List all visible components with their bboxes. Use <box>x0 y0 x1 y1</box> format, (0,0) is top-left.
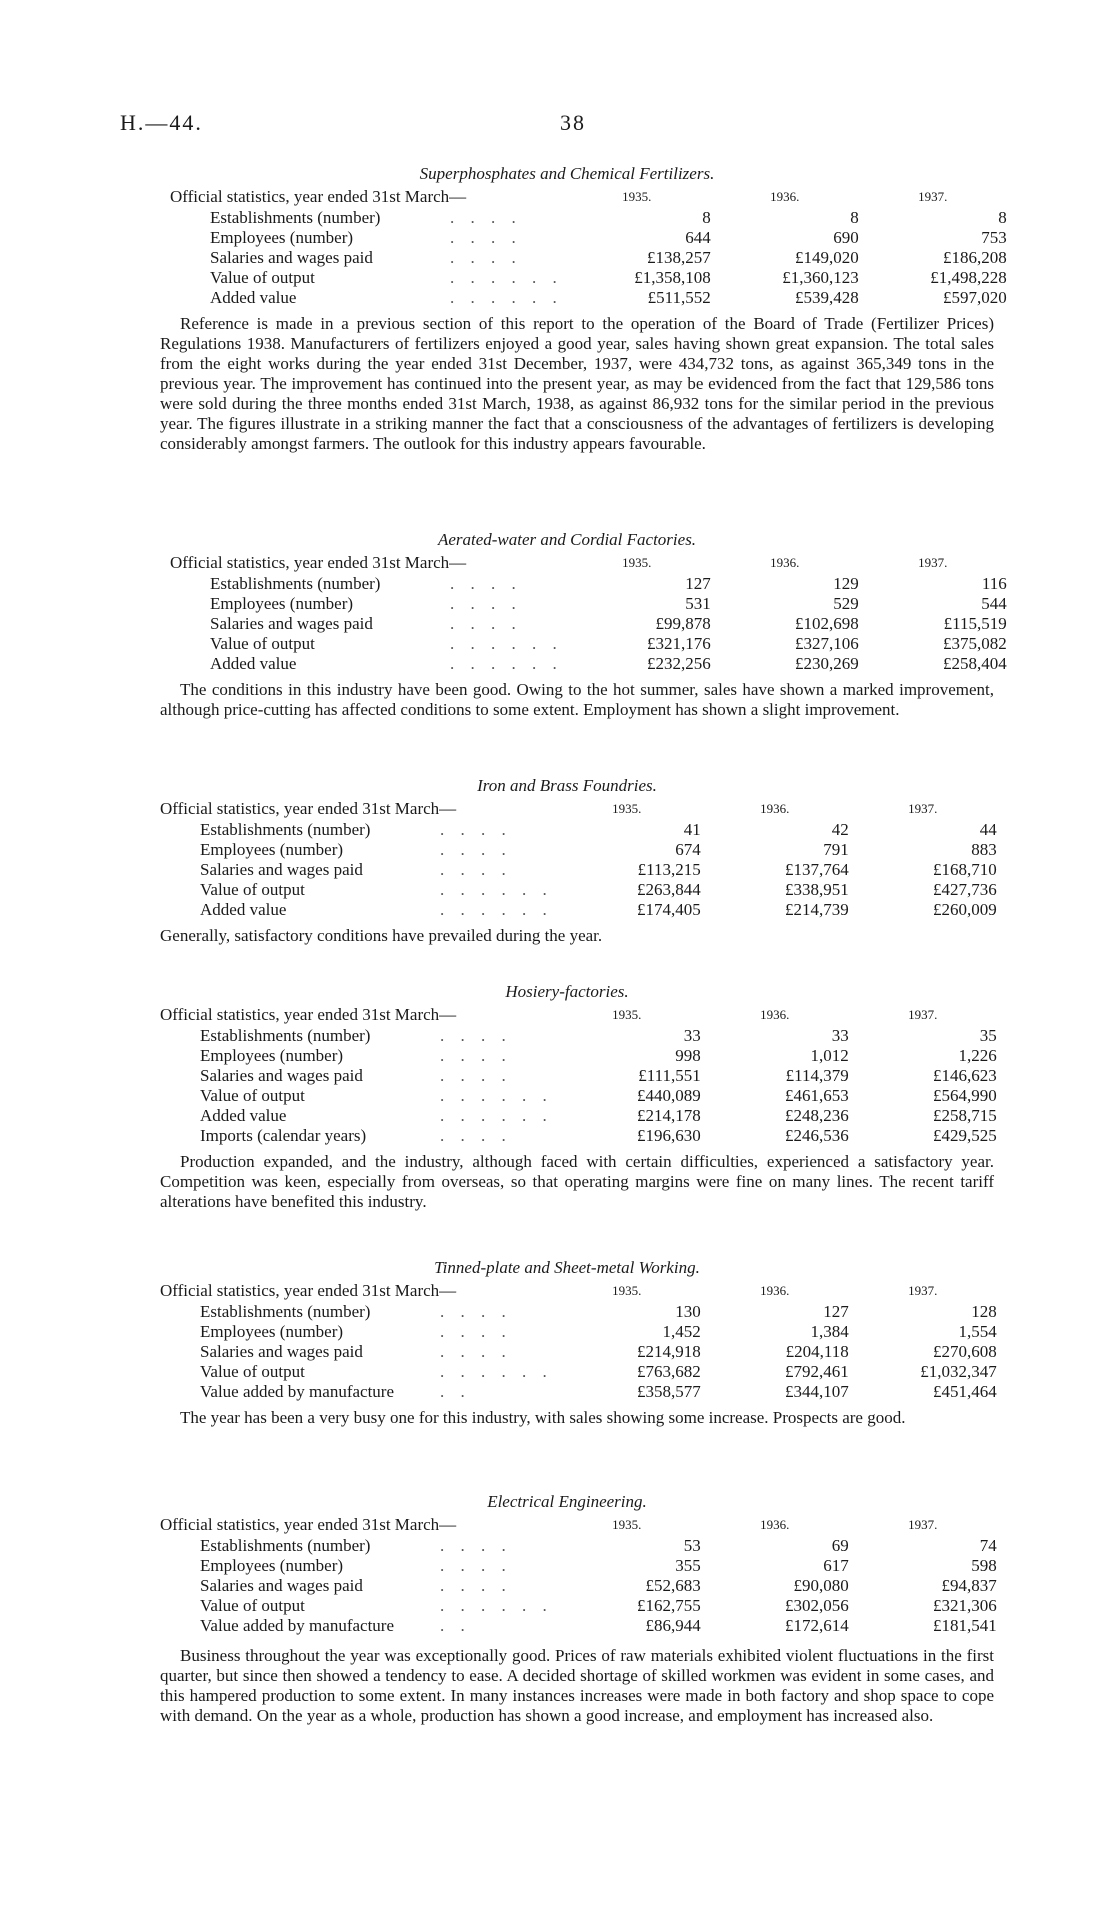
year-header: 1935. <box>612 1283 642 1298</box>
leader-dots: . . . . <box>450 248 522 267</box>
table-cell: £168,710 <box>933 860 997 879</box>
leader-dots: . . . . <box>440 1046 512 1065</box>
row-label: Added value <box>210 654 297 673</box>
table-cell: £327,106 <box>795 634 859 653</box>
table-cell: 127 <box>823 1302 849 1321</box>
table-row <box>170 594 1007 614</box>
table-cell: 674 <box>675 840 701 859</box>
table-cell: 529 <box>833 594 859 613</box>
table-cell: £113,215 <box>637 860 701 879</box>
leader-dots: . . . . <box>450 228 522 247</box>
table-cell: £230,269 <box>795 654 859 673</box>
table-cell: £597,020 <box>943 288 1007 307</box>
table-cell: 598 <box>971 1556 997 1575</box>
table-cell: £321,176 <box>647 634 711 653</box>
year-header: 1936. <box>770 555 800 570</box>
table-cell: 644 <box>685 228 711 247</box>
table-cell: 41 <box>683 820 701 839</box>
table-row <box>170 634 1007 654</box>
table-cell: £146,623 <box>933 1066 997 1085</box>
table-cell: £511,552 <box>647 288 711 307</box>
table-cell: 44 <box>979 820 997 839</box>
year-header: 1937. <box>918 555 948 570</box>
table-row <box>160 1362 997 1382</box>
table-cell: £539,428 <box>795 288 859 307</box>
table-cell: £137,764 <box>785 860 849 879</box>
row-label: Value added by manufacture <box>200 1616 394 1635</box>
table-cell: £338,951 <box>785 880 849 899</box>
table-row <box>160 1086 997 1106</box>
row-label: Establishments (number) <box>200 1026 371 1045</box>
leader-dots: . . . . <box>450 208 522 227</box>
table-cell: 1,554 <box>958 1322 997 1341</box>
year-header: 1935. <box>612 1517 642 1532</box>
row-label: Salaries and wages paid <box>200 1066 363 1085</box>
table-row <box>160 1106 997 1126</box>
row-label: Added value <box>200 1106 287 1125</box>
table-header-row <box>160 1514 997 1536</box>
table-row <box>170 614 1007 634</box>
leader-dots: . . <box>440 1382 471 1401</box>
table-cell: £162,755 <box>637 1596 701 1615</box>
year-header: 1935. <box>622 555 652 570</box>
statistics-table <box>170 552 1007 674</box>
table-row <box>160 1066 997 1086</box>
leader-dots: . . . . . . <box>450 268 563 287</box>
table-row <box>160 1382 997 1402</box>
table-row <box>170 574 1007 594</box>
table-row <box>170 268 1007 288</box>
section-title: Superphosphates and Chemical Fertilizers. <box>419 164 715 183</box>
year-header: 1936. <box>770 189 800 204</box>
table-cell: £461,653 <box>785 1086 849 1105</box>
table-cell: 8 <box>998 208 1007 227</box>
table-cell: 690 <box>833 228 859 247</box>
table-header-row <box>170 552 1007 574</box>
table-row <box>160 820 997 840</box>
table-cell: £429,525 <box>933 1126 997 1145</box>
leader-dots: . . . . . . <box>440 1362 553 1381</box>
table-cell: £258,404 <box>943 654 1007 673</box>
table-cell: 130 <box>675 1302 701 1321</box>
section-title: Tinned-plate and Sheet-metal Working. <box>434 1258 700 1277</box>
table-cell: £174,405 <box>637 900 701 919</box>
table-cell: 1,384 <box>810 1322 849 1341</box>
table-cell: £214,918 <box>637 1342 701 1361</box>
table-row <box>160 1556 997 1576</box>
table-row <box>160 1536 997 1556</box>
row-label: Added value <box>200 900 287 919</box>
section-paragraph: Generally, satisfactory conditions have prevailed during the year. <box>160 926 603 945</box>
leader-dots: . . . . <box>440 1342 512 1361</box>
table-cell: £564,990 <box>933 1086 997 1105</box>
table-row <box>160 1576 997 1596</box>
leader-dots: . . . . <box>440 1536 512 1555</box>
table-row <box>160 840 997 860</box>
leader-dots: . . . . . . <box>440 900 553 919</box>
table-cell: 791 <box>823 840 849 859</box>
row-label: Employees (number) <box>210 594 354 613</box>
table-intro: Official statistics, year ended 31st March— <box>170 187 467 206</box>
table-cell: 42 <box>831 820 849 839</box>
row-label: Salaries and wages paid <box>200 1576 363 1595</box>
table-row <box>170 208 1007 228</box>
leader-dots: . . . . <box>440 1322 512 1341</box>
table-cell: £1,032,347 <box>920 1362 997 1381</box>
table-cell: £263,844 <box>637 880 701 899</box>
statistics-table <box>160 1004 997 1146</box>
table-header-row <box>170 186 1007 208</box>
year-header: 1935. <box>622 189 652 204</box>
leader-dots: . . . . <box>440 840 512 859</box>
leader-dots: . . . . . . <box>440 1106 553 1125</box>
row-label: Value added by manufacture <box>200 1382 394 1401</box>
leader-dots: . . . . <box>450 574 522 593</box>
table-cell: £440,089 <box>637 1086 701 1105</box>
table-row <box>160 1616 997 1636</box>
leader-dots: . . . . . . <box>440 880 553 899</box>
statistics-table <box>160 798 997 920</box>
leader-dots: . . . . <box>440 1556 512 1575</box>
leader-dots: . . . . <box>440 820 512 839</box>
row-label: Employees (number) <box>200 840 344 859</box>
table-row <box>160 1342 997 1362</box>
row-label: Employees (number) <box>210 228 354 247</box>
statistics-table <box>160 1514 997 1636</box>
row-label: Employees (number) <box>200 1046 344 1065</box>
table-cell: £260,009 <box>933 900 997 919</box>
table-row <box>160 1302 997 1322</box>
table-cell: 127 <box>685 574 711 593</box>
section-electrical-engineering <box>0 1490 1114 1726</box>
year-header: 1937. <box>908 1517 938 1532</box>
row-label: Employees (number) <box>200 1556 344 1575</box>
table-intro: Official statistics, year ended 31st March— <box>160 1515 457 1534</box>
table-cell: 129 <box>833 574 859 593</box>
leader-dots: . . . . . . <box>450 288 563 307</box>
page-number: 38 <box>560 110 586 135</box>
table-cell: 33 <box>831 1026 849 1045</box>
leader-dots: . . . . <box>450 594 522 613</box>
row-label: Establishments (number) <box>200 1536 371 1555</box>
table-cell: £451,464 <box>933 1382 997 1401</box>
table-cell: 69 <box>831 1536 849 1555</box>
row-label: Value of output <box>210 634 315 653</box>
leader-dots: . . . . <box>440 1302 512 1321</box>
leader-dots: . . <box>440 1616 471 1635</box>
section-hosiery <box>0 980 1114 1212</box>
table-row <box>160 880 997 900</box>
section-paragraph: The conditions in this industry have been good. Owing to the hot summer, sales have shown a marked improvement, although price-cutting has affected conditions to some extent. Employment has shown a slight improvement. <box>160 680 994 719</box>
table-cell: 74 <box>979 1536 997 1555</box>
table-cell: 35 <box>979 1026 997 1045</box>
table-cell: 753 <box>981 228 1007 247</box>
table-cell: £1,360,123 <box>782 268 859 287</box>
table-row <box>170 288 1007 308</box>
statistics-table <box>170 186 1007 308</box>
section-title: Aerated-water and Cordial Factories. <box>437 530 697 549</box>
table-cell: 116 <box>981 574 1007 593</box>
section-iron-brass <box>0 774 1114 946</box>
table-cell: 544 <box>981 594 1007 613</box>
table-cell: £149,020 <box>795 248 859 267</box>
table-cell: £258,715 <box>933 1106 997 1125</box>
row-label: Value of output <box>200 1596 305 1615</box>
row-label: Establishments (number) <box>210 208 381 227</box>
table-cell: £52,683 <box>645 1576 701 1595</box>
table-cell: £321,306 <box>933 1596 997 1615</box>
table-cell: 998 <box>675 1046 701 1065</box>
leader-dots: . . . . . . <box>440 1596 553 1615</box>
table-row <box>160 1596 997 1616</box>
year-header: 1937. <box>908 1007 938 1022</box>
document-reference: H.—44. <box>120 110 203 135</box>
row-label: Salaries and wages paid <box>210 248 373 267</box>
table-cell: £196,630 <box>637 1126 701 1145</box>
table-cell: 1,452 <box>662 1322 701 1341</box>
section-title: Iron and Brass Foundries. <box>477 776 657 795</box>
table-cell: £181,541 <box>933 1616 997 1635</box>
row-label: Value of output <box>200 1086 305 1105</box>
table-row <box>170 654 1007 674</box>
table-cell: £270,608 <box>933 1342 997 1361</box>
row-label: Employees (number) <box>200 1322 344 1341</box>
table-row <box>160 860 997 880</box>
leader-dots: . . . . <box>440 1026 512 1045</box>
section-tinned-plate <box>0 1256 1114 1428</box>
table-cell: £1,358,108 <box>634 268 711 287</box>
table-cell: £186,208 <box>943 248 1007 267</box>
section-paragraph: The year has been a very busy one for this industry, with sales showing some increase. Prospects are good. <box>180 1408 906 1427</box>
row-label: Establishments (number) <box>210 574 381 593</box>
year-header: 1935. <box>612 801 642 816</box>
table-header-row <box>160 1280 997 1302</box>
table-cell: £138,257 <box>647 248 711 267</box>
table-row <box>160 1026 997 1046</box>
table-cell: 617 <box>823 1556 849 1575</box>
table-cell: 8 <box>850 208 859 227</box>
leader-dots: . . . . <box>440 1126 512 1145</box>
year-header: 1936. <box>760 801 790 816</box>
table-intro: Official statistics, year ended 31st March— <box>160 1281 457 1300</box>
row-label: Salaries and wages paid <box>210 614 373 633</box>
table-intro: Official statistics, year ended 31st March— <box>160 799 457 818</box>
page-header <box>120 110 1020 140</box>
table-cell: 1,226 <box>958 1046 997 1065</box>
table-cell: 1,012 <box>810 1046 849 1065</box>
table-cell: 8 <box>702 208 711 227</box>
row-label: Imports (calendar years) <box>200 1126 367 1145</box>
section-paragraph: Reference is made in a previous section of this report to the operation of the Board of Trade (Fertilizer Prices) Regulations 1938. Manufacturers of fertilizers enjoyed a good year, sales having shown great expansion. The total sales from the eight works during the year ended 31st December, 1937, were 434,732 tons, as against 365,349 tons in the previous year. The improvement has continued into the present year, as may be evidenced from the fact that 129,586 tons were sold during the three months ended 31st March, 1938, as against 86,932 tons for the similar period in the previous year. The figures illustrate in a striking manner the fact that a consciousness of the advantages of fertilizers is developing considerably amongst farmers. The outlook for this industry appears favourable. <box>160 314 994 453</box>
table-cell: £86,944 <box>645 1616 701 1635</box>
table-row <box>160 1126 997 1146</box>
year-header: 1937. <box>918 189 948 204</box>
row-label: Value of output <box>210 268 315 287</box>
table-cell: £114,379 <box>785 1066 849 1085</box>
leader-dots: . . . . <box>440 860 512 879</box>
table-intro: Official statistics, year ended 31st March— <box>170 553 467 572</box>
table-cell: £94,837 <box>941 1576 997 1595</box>
table-cell: £358,577 <box>637 1382 701 1401</box>
year-header: 1936. <box>760 1517 790 1532</box>
table-cell: £792,461 <box>785 1362 849 1381</box>
table-cell: £214,178 <box>637 1106 701 1125</box>
table-cell: £214,739 <box>785 900 849 919</box>
leader-dots: . . . . . . <box>450 634 563 653</box>
leader-dots: . . . . <box>450 614 522 633</box>
table-cell: 883 <box>971 840 997 859</box>
table-row <box>170 228 1007 248</box>
table-cell: £115,519 <box>943 614 1007 633</box>
year-header: 1935. <box>612 1007 642 1022</box>
table-cell: £427,736 <box>933 880 997 899</box>
table-cell: £172,614 <box>785 1616 849 1635</box>
section-superphosphates <box>0 162 1114 454</box>
table-cell: £102,698 <box>795 614 859 633</box>
table-row <box>160 1046 997 1066</box>
row-label: Value of output <box>200 1362 305 1381</box>
table-cell: £99,878 <box>655 614 711 633</box>
row-label: Value of output <box>200 880 305 899</box>
statistics-table <box>160 1280 997 1402</box>
table-row <box>160 900 997 920</box>
table-cell: 53 <box>683 1536 701 1555</box>
table-cell: £204,118 <box>785 1342 849 1361</box>
leader-dots: . . . . <box>440 1066 512 1085</box>
table-cell: £246,536 <box>785 1126 849 1145</box>
table-cell: 531 <box>685 594 711 613</box>
leader-dots: . . . . . . <box>450 654 563 673</box>
table-cell: £90,080 <box>793 1576 849 1595</box>
table-cell: £375,082 <box>943 634 1007 653</box>
year-header: 1937. <box>908 1283 938 1298</box>
table-cell: £763,682 <box>637 1362 701 1381</box>
row-label: Salaries and wages paid <box>200 860 363 879</box>
table-header-row <box>160 798 997 820</box>
section-title: Hosiery-factories. <box>505 982 629 1001</box>
table-cell: 128 <box>971 1302 997 1321</box>
section-aerated-water <box>0 528 1114 720</box>
row-label: Establishments (number) <box>200 820 371 839</box>
section-title: Electrical Engineering. <box>487 1492 647 1511</box>
leader-dots: . . . . <box>440 1576 512 1595</box>
section-paragraph: Production expanded, and the industry, although faced with certain difficulties, experienced a satisfactory year. Competition was keen, especially from overseas, so that operating margins were fine on many lines. The recent tariff alterations have benefited this industry. <box>160 1152 994 1211</box>
table-cell: 33 <box>683 1026 701 1045</box>
table-cell: 355 <box>675 1556 701 1575</box>
table-header-row <box>160 1004 997 1026</box>
table-row <box>160 1322 997 1342</box>
table-cell: £232,256 <box>647 654 711 673</box>
year-header: 1936. <box>760 1007 790 1022</box>
year-header: 1937. <box>908 801 938 816</box>
row-label: Added value <box>210 288 297 307</box>
table-cell: £302,056 <box>785 1596 849 1615</box>
table-intro: Official statistics, year ended 31st March— <box>160 1005 457 1024</box>
table-cell: £111,551 <box>638 1066 701 1085</box>
row-label: Establishments (number) <box>200 1302 371 1321</box>
section-paragraph: Business throughout the year was exceptionally good. Prices of raw materials exhibited violent fluctuations in the first quarter, but since then showed a tendency to ease. A decided shortage of skilled workmen was evident in some cases, and this hampered production to some extent. In many instances increases were made in both factory and shop space to cope with demand. On the year as a whole, production has shown a good increase, and employment has increased also. <box>160 1646 994 1725</box>
table-row <box>170 248 1007 268</box>
leader-dots: . . . . . . <box>440 1086 553 1105</box>
year-header: 1936. <box>760 1283 790 1298</box>
row-label: Salaries and wages paid <box>200 1342 363 1361</box>
table-cell: £248,236 <box>785 1106 849 1125</box>
table-cell: £344,107 <box>785 1382 849 1401</box>
table-cell: £1,498,228 <box>930 268 1007 287</box>
